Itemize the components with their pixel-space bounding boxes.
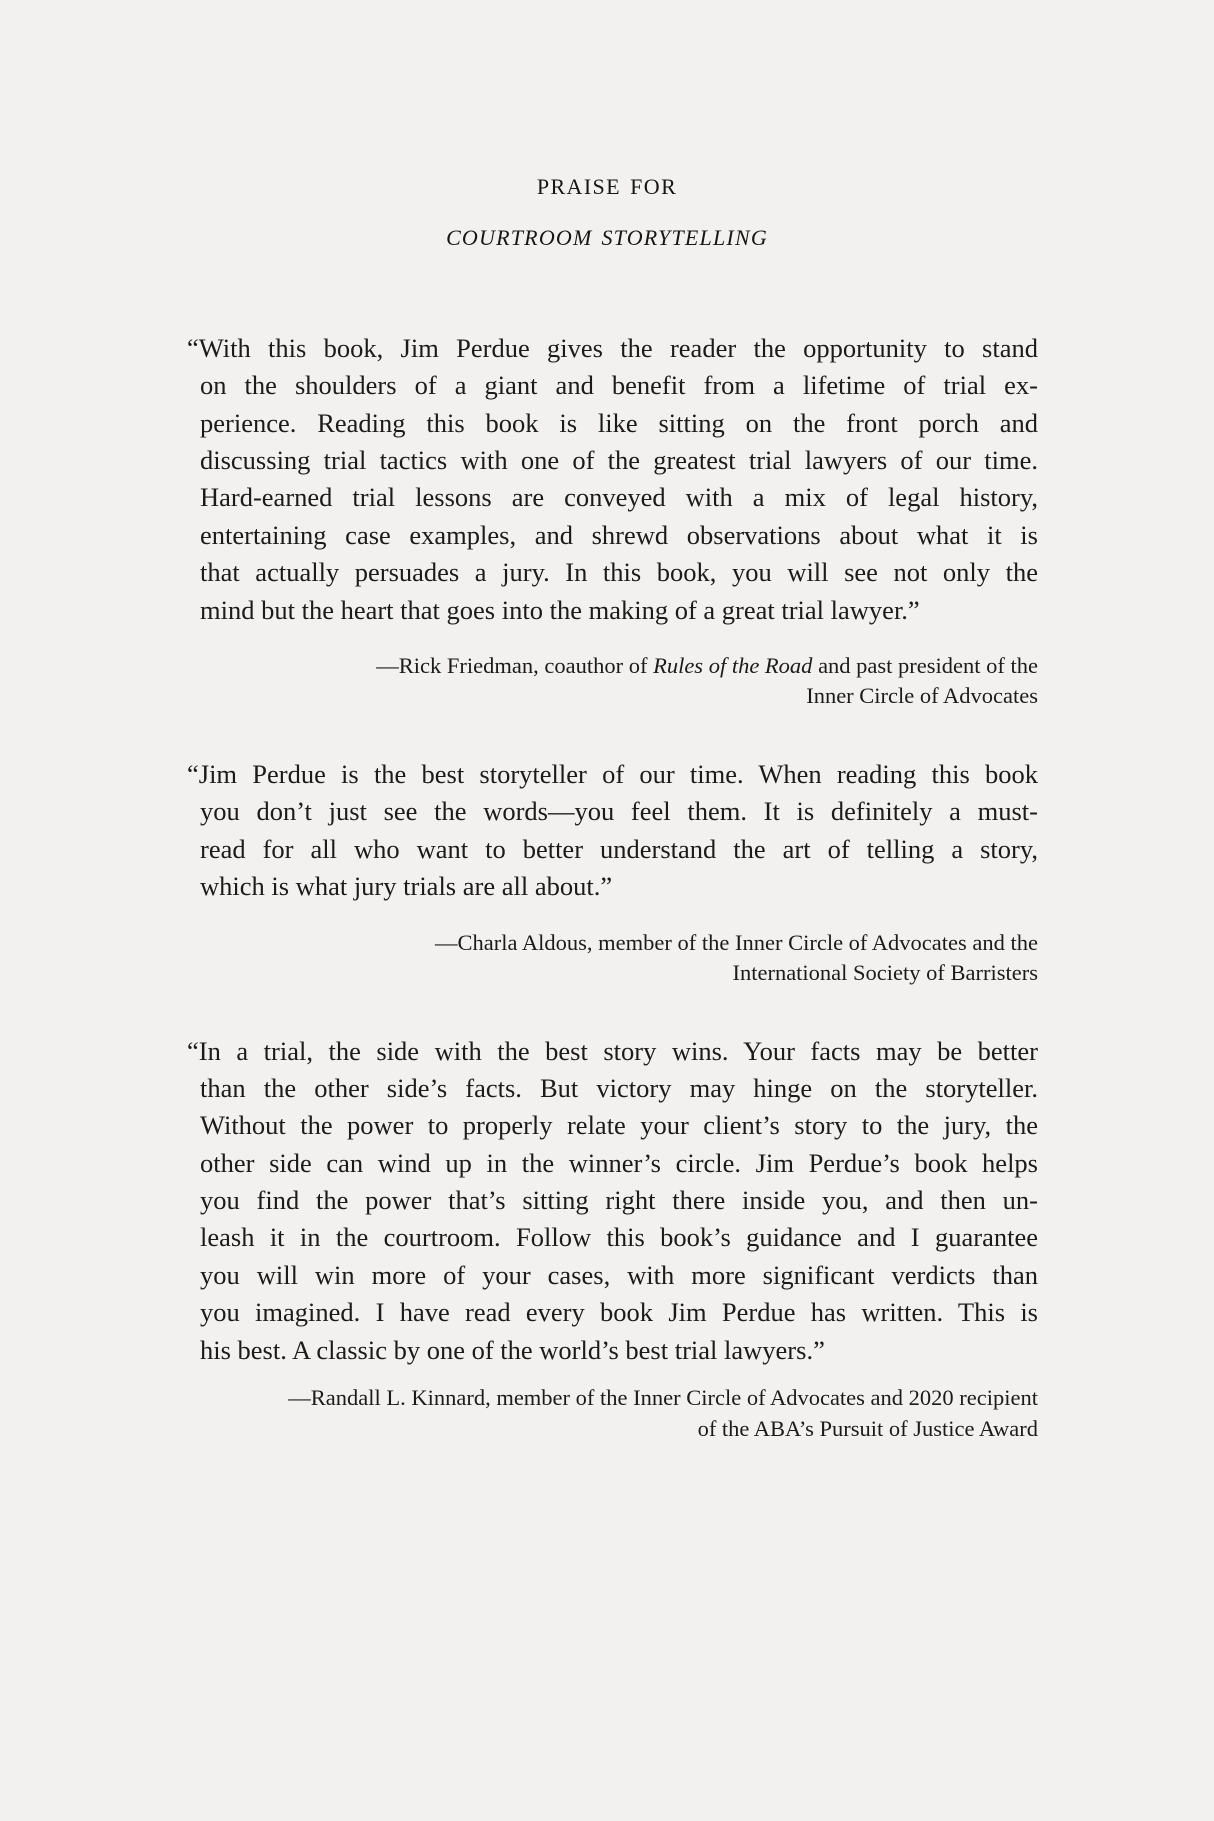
blurb-3-attribution <box>200 1383 1038 1444</box>
quote-line: other side can wind up in the winner’s circle. Jim Perdue’s book helps <box>200 1147 1038 1178</box>
quote-line: Hard-earned trial lessons are conveyed with a mix of legal history, <box>200 482 1038 513</box>
attribution-text-post: and past president of the <box>812 652 1038 678</box>
quote-line: “In a trial, the side with the best story wins. Your facts may be better <box>187 1035 1038 1066</box>
blurb-2 <box>187 756 1038 989</box>
quote-line: “With this book, Jim Perdue gives the reader the opportunity to stand <box>187 333 1038 363</box>
attribution-text-pre: —Rick Friedman, coauthor of <box>376 652 654 678</box>
quote-line: discussing trial tactics with one of the greatest trial lawyers of our time. <box>200 445 1038 476</box>
blurb-1 <box>187 330 1038 712</box>
attribution-line: —Charla Aldous, member of the Inner Circle of Advocates and the <box>435 929 1038 955</box>
blurb-2-quote <box>187 756 1038 905</box>
blurb-3 <box>187 1033 1038 1444</box>
quote-line: you find the power that’s sitting right there inside you, and then un- <box>200 1185 1038 1216</box>
block-spacer <box>200 989 1038 1033</box>
blurbs-container <box>187 330 1038 1444</box>
quote-line: read for all who want to better understand the art of telling a story, <box>200 833 1038 864</box>
quote-line: than the other side’s facts. But victory may hinge on the storyteller. <box>200 1073 1038 1104</box>
quote-line: that actually persuades a jury. In this book, you will see not only the <box>200 557 1038 588</box>
attribution-line: International Society of Barristers <box>732 960 1038 986</box>
quote-line: Without the power to properly relate your client’s story to the jury, the <box>200 1110 1038 1141</box>
quote-line: “Jim Perdue is the best storyteller of our time. When reading this book <box>187 759 1038 790</box>
quote-line: entertaining case examples, and shrewd observations about what it is <box>200 519 1038 550</box>
quote-line: on the shoulders of a giant and benefit from a lifetime of trial ex- <box>200 370 1038 401</box>
heading-praise-for: praise for <box>536 166 678 201</box>
page-heading <box>0 168 1214 250</box>
attribution-book-title: Rules of the Road <box>653 652 813 678</box>
blurb-2-attribution <box>200 928 1038 989</box>
attribution-line <box>200 651 1038 682</box>
quote-line: his best. A classic by one of the world’s best trial lawyers.” <box>200 1334 825 1365</box>
attribution-line: of the ABA’s Pursuit of Justice Award <box>697 1415 1038 1441</box>
attribution-line: —Randall L. Kinnard, member of the Inner Circle of Advocates and 2020 recipient <box>288 1384 1038 1410</box>
quote-line: leash it in the courtroom. Follow this book’s guidance and I guarantee <box>200 1222 1038 1253</box>
quote-line: mind but the heart that goes into the making of a great trial lawyer.” <box>200 594 920 625</box>
attribution-line: Inner Circle of Advocates <box>806 683 1038 709</box>
quote-line: which is what jury trials are all about.” <box>200 871 613 902</box>
quote-line: perience. Reading this book is like sitting on the front porch and <box>200 407 1038 438</box>
quote-line: you imagined. I have read every book Jim Perdue has written. This is <box>200 1297 1038 1328</box>
heading-book-title: courtroom storytelling <box>446 217 768 252</box>
quote-line: you will win more of your cases, with more significant verdicts than <box>200 1259 1038 1290</box>
quote-line: you don’t just see the words—you feel them. It is definitely a must- <box>200 796 1038 827</box>
blurb-1-attribution <box>200 651 1038 712</box>
blurb-1-quote <box>187 330 1038 629</box>
blurb-3-quote <box>187 1033 1038 1369</box>
block-spacer <box>200 712 1038 756</box>
